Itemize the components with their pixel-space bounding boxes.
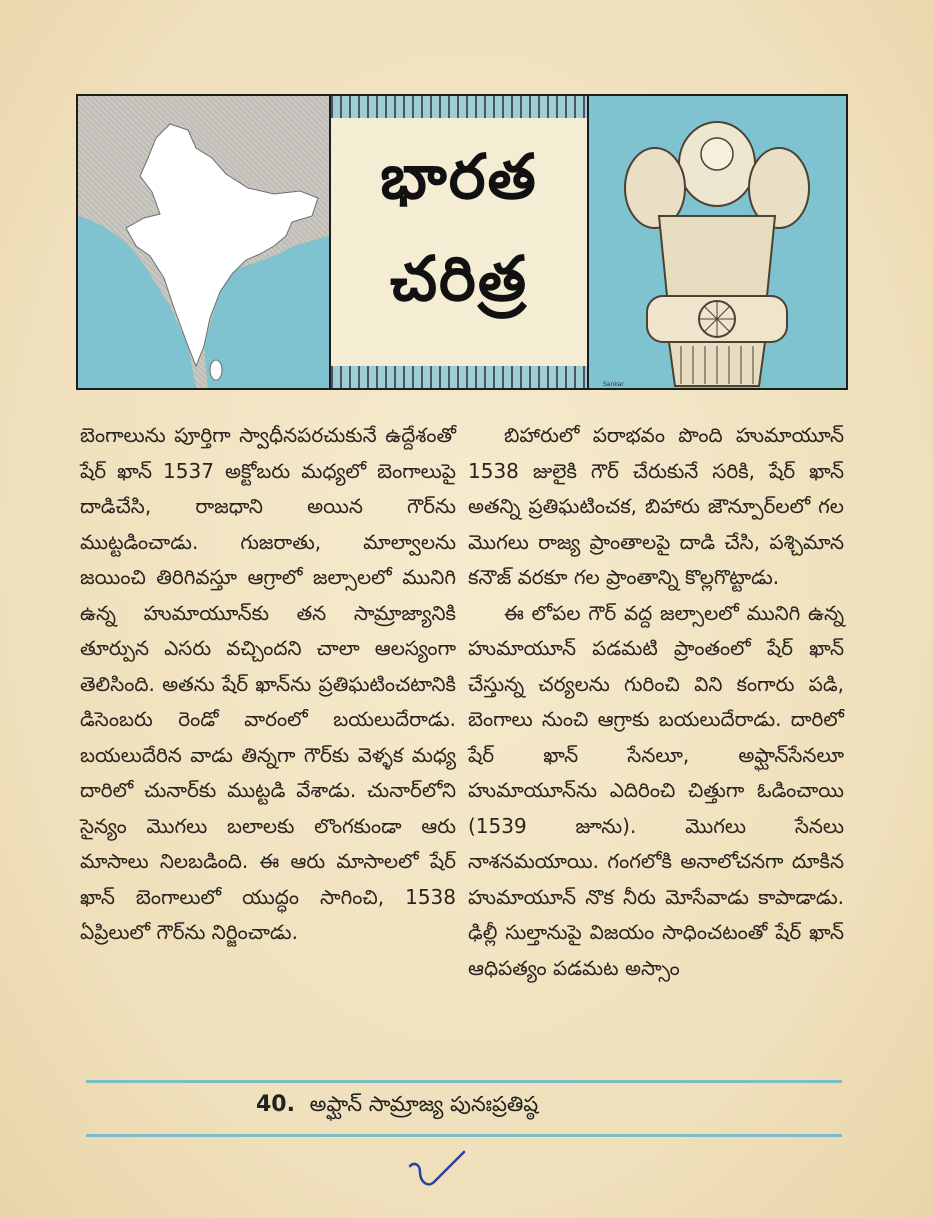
- text-column-right: [468, 418, 844, 986]
- lion-capital-emblem-icon: [589, 96, 846, 388]
- handwritten-mark-icon: [404, 1148, 474, 1198]
- footer-rule-bottom: [86, 1134, 842, 1137]
- chapter-title: [256, 1092, 538, 1122]
- emblem-signature: Sankar: [603, 381, 624, 388]
- ashoka-emblem-panel: [589, 96, 846, 388]
- paragraph-right-1: బిహారులో పరాభవం పొంది హుమాయూన్ 1538 జులైకి గౌర్ చేరుకునే సరికి, షేర్ ఖాన్ అతన్ని ప్రతిఘటించక, బిహారు జౌన్పూర్‌లలో గల మొగలు రాజ్య ప్రాంతాలపై దాడి చేసి, పశ్చిమాన కనౌజ్ వరకూ గల ప్రాంతాన్ని కొల్లగొట్టాడు.: [468, 423, 844, 589]
- footer-rule-top: [86, 1080, 842, 1083]
- title-panel: [331, 96, 589, 388]
- india-map-panel: [78, 96, 331, 388]
- chapter-title-text: అఫ్ఘాన్ సామ్రాజ్య పునఃప్రతిష్ఠ: [309, 1092, 539, 1116]
- paragraph-left: బెంగాలును పూర్తిగా స్వాధీనపరచుకునే ఉద్దేశంతో షేర్ ఖాన్ 1537 అక్టోబరు మధ్యలో బెంగాలుపై దాడిచేసి, రాజధాని అయిన గౌర్‌ను ముట్టడించాడు. గుజరాతు, మాల్వాలను జయించి తిరిగివస్తూ ఆగ్రాలో జల్సాలలో మునిగి ఉన్న హుమాయూన్‌కు తన సామ్రాజ్యానికి తూర్పున ఎసరు వచ్చిందని చాలా ఆలస్యంగా తెలిసింది. అతను షేర్ ఖాన్‌ను ప్రతిఘటించటానికి డిసెంబరు రెండో వారంలో బయలుదేరాడు. బయలుదేరిన వాడు తిన్నగా గౌర్‌కు వెళ్ళక మధ్య దారిలో చునార్‌కు ముట్టడి వేశాడు. చునార్‌లోని సైన్యం మొగలు బలాలకు లొంగకుండా ఆరు మాసాలు నిలబడింది. ఈ ఆరు మాసాలలో షేర్ ఖాన్ బెంగాలులో యుద్ధం సాగించి, 1538 ఏప్రిలులో గౌర్‌ను నిర్జించాడు.: [80, 423, 456, 944]
- india-map-icon: [78, 96, 329, 388]
- title-line-1: భారత: [380, 140, 538, 213]
- chapter-number: 40.: [256, 1092, 295, 1117]
- decorative-frieze-top: [331, 96, 587, 118]
- title-line-2: చరిత్ర: [389, 242, 529, 315]
- text-column-left: [80, 418, 456, 951]
- paragraph-right-2: ఈ లోపల గౌర్ వద్ద జల్సాలలో మునిగి ఉన్న హుమాయూన్ పడమటి ప్రాంతంలో షేర్ ఖాన్ చేస్తున్న చర్యలను గురించి విని కంగారు పడి, బెంగాలు నుంచి ఆగ్రాకు బయలుదేరాడు. దారిలో షేర్ ఖాన్ సేనలూ, అఫ్ఘాన్‌సేనలూ హుమాయూన్‌ను ఎదిరించి చిత్తుగా ఓడించాయి (1539 జూను). మొగలు సేనలు నాశనమయాయి. గంగలోకి అనాలోచనగా దూకిన హుమాయూన్ నొక నీరు మోసేవాడు కాపాడాడు. ఢిల్లీ సుల్తానుపై విజయం సాధించటంతో షేర్ ఖాన్ ఆధిపత్యం పడమట అస్సాం: [468, 600, 844, 980]
- header-banner: [76, 94, 848, 390]
- decorative-frieze-bottom: [331, 366, 587, 388]
